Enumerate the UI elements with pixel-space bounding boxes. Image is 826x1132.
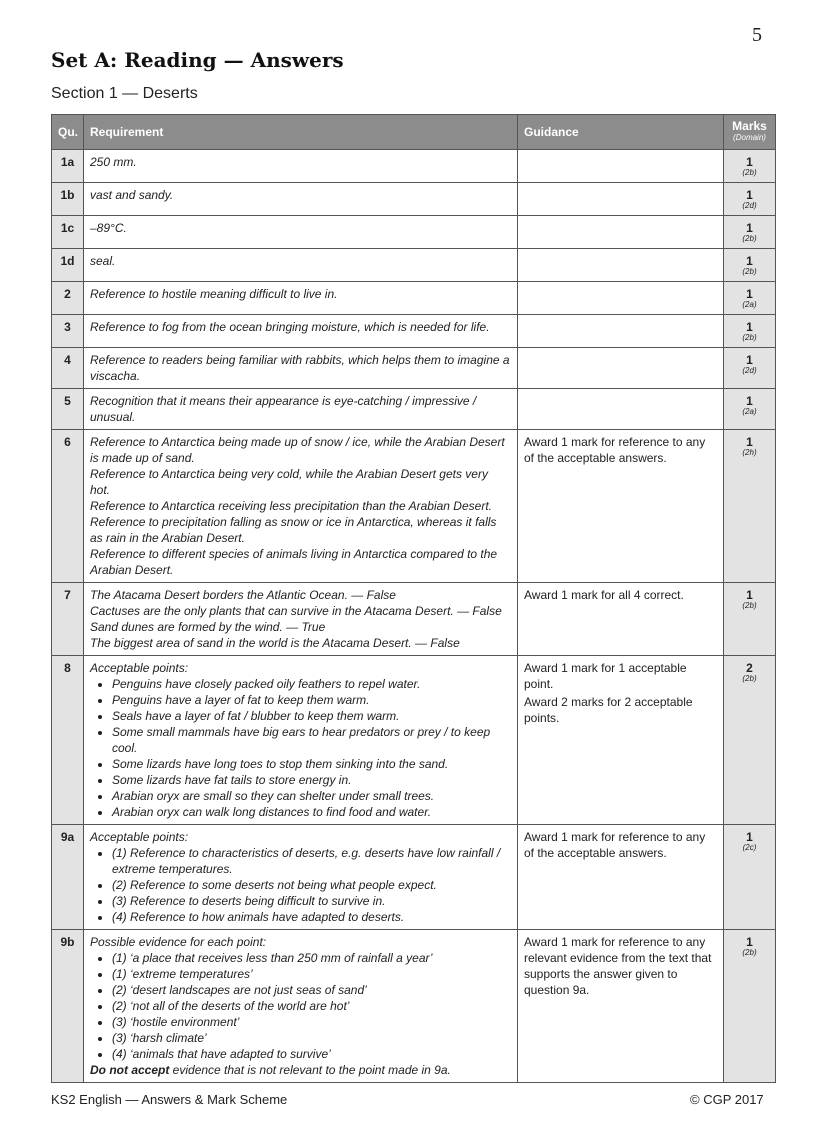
list-item: • (2) Reference to some deserts not being what people expect. [112, 877, 511, 893]
domain-code: (2b) [742, 267, 757, 276]
guidance-text: Award 1 mark for reference to any relevant evidence from the text that supports the answer given to question 9a. [524, 935, 712, 997]
marks-value: 1 [746, 935, 753, 949]
guidance-cell [518, 348, 724, 389]
page-title: Set A: Reading — Answers [51, 48, 344, 72]
marks-value: 2 [746, 661, 753, 675]
table-row [52, 183, 776, 216]
header-domain-label: (Domain) [733, 133, 766, 142]
domain-code: (2d) [742, 201, 757, 210]
marks-cell [724, 150, 776, 183]
marks-value: 1 [746, 287, 753, 301]
table-row [52, 249, 776, 282]
requirement-cell [84, 216, 518, 249]
marks-value: 1 [746, 320, 753, 334]
requirement-cell [84, 389, 518, 430]
guidance-cell [518, 656, 724, 825]
guidance-cell [518, 183, 724, 216]
question-number: 5 [52, 389, 84, 430]
list-item: • (1) Reference to characteristics of deserts, e.g. deserts have low rainfall / extreme temperatures. [112, 845, 511, 877]
header-guidance: Guidance [518, 115, 724, 150]
guidance-cell [518, 282, 724, 315]
acceptable-points-list [90, 950, 511, 1062]
question-number: 9b [52, 930, 84, 1083]
requirement-line: Reference to readers being familiar with rabbits, which helps them to imagine a viscacha. [90, 353, 510, 383]
exclusion-note-bold: Do not accept [90, 1063, 170, 1077]
requirement-line: Reference to Antarctica being very cold, while the Arabian Desert gets very hot. [90, 467, 488, 497]
question-number: 7 [52, 583, 84, 656]
guidance-text: Award 1 mark for 1 acceptable point. [524, 661, 687, 691]
list-item: • (3) Reference to deserts being difficult to survive in. [112, 893, 511, 909]
requirement-cell [84, 315, 518, 348]
guidance-cell [518, 389, 724, 430]
list-item: • (1) ‘extreme temperatures’ [112, 966, 511, 982]
footer-title: KS2 English — Answers & Mark Scheme [51, 1092, 288, 1107]
marks-cell [724, 656, 776, 825]
header-marks-label: Marks [732, 119, 767, 133]
list-item: • Arabian oryx are small so they can shelter under small trees. [112, 788, 511, 804]
marks-cell [724, 583, 776, 656]
requirement-line: Reference to hostile meaning difficult to live in. [90, 287, 338, 301]
header-qu: Qu. [52, 115, 84, 150]
list-item: • (2) ‘not all of the deserts of the world are hot’ [112, 998, 511, 1014]
list-item: • Some lizards have long toes to stop them sinking into the sand. [112, 756, 511, 772]
question-number: 1b [52, 183, 84, 216]
requirement-line: Recognition that it means their appearance is eye-catching / impressive / unusual. [90, 394, 477, 424]
list-item: • Some small mammals have big ears to hear predators or prey / to keep cool. [112, 724, 511, 756]
requirement-cell [84, 656, 518, 825]
domain-code: (2c) [742, 843, 757, 852]
requirement-line: Sand dunes are formed by the wind. — True [90, 620, 326, 634]
requirement-line: seal. [90, 254, 116, 268]
requirement-cell [84, 583, 518, 656]
list-item: • (3) ‘hostile environment’ [112, 1014, 511, 1030]
guidance-cell [518, 150, 724, 183]
list-item: • Seals have a layer of fat / blubber to keep them warm. [112, 708, 511, 724]
question-number: 8 [52, 656, 84, 825]
guidance-cell [518, 315, 724, 348]
list-item: • Penguins have a layer of fat to keep them warm. [112, 692, 511, 708]
requirement-cell [84, 348, 518, 389]
requirement-cell [84, 825, 518, 930]
question-number: 1a [52, 150, 84, 183]
table-row [52, 282, 776, 315]
requirement-cell [84, 150, 518, 183]
marks-cell [724, 183, 776, 216]
domain-code: (2a) [742, 407, 757, 416]
requirement-line: The Atacama Desert borders the Atlantic Ocean. — False [90, 588, 396, 602]
requirement-cell [84, 930, 518, 1083]
guidance-text: Award 1 mark for reference to any of the acceptable answers. [524, 830, 706, 860]
domain-code: (2a) [742, 300, 757, 309]
marks-cell [724, 930, 776, 1083]
guidance-cell [518, 430, 724, 583]
guidance-text: Award 2 marks for 2 acceptable points. [524, 695, 693, 725]
domain-code: (2b) [742, 168, 757, 177]
list-item: • (4) ‘animals that have adapted to survive’ [112, 1046, 511, 1062]
guidance-cell [518, 249, 724, 282]
question-number: 1d [52, 249, 84, 282]
marks-value: 1 [746, 588, 753, 602]
requirement-line: Reference to precipitation falling as snow or ice in Antarctica, whereas it falls as rain in the Arabian Desert. [90, 515, 497, 545]
question-number: 3 [52, 315, 84, 348]
marks-value: 1 [746, 830, 753, 844]
requirement-line: The biggest area of sand in the world is the Atacama Desert. — False [90, 636, 460, 650]
domain-code: (2b) [742, 601, 757, 610]
requirement-cell [84, 183, 518, 216]
list-item: • (3) ‘harsh climate’ [112, 1030, 511, 1046]
requirement-line: Reference to Antarctica being made up of snow / ice, while the Arabian Desert is made up of sand. [90, 435, 505, 465]
marks-value: 1 [746, 394, 753, 408]
page-number: 5 [752, 24, 762, 46]
table-body [52, 150, 776, 1083]
requirement-line: vast and sandy. [90, 188, 174, 202]
exclusion-note [90, 1062, 511, 1078]
mark-scheme-table [51, 114, 776, 1083]
requirement-cell [84, 430, 518, 583]
question-number: 4 [52, 348, 84, 389]
question-number: 9a [52, 825, 84, 930]
requirement-cell [84, 282, 518, 315]
list-item: • (1) ‘a place that receives less than 250 mm of rainfall a year’ [112, 950, 511, 966]
guidance-cell [518, 216, 724, 249]
table-row [52, 430, 776, 583]
acceptable-points-list [90, 845, 511, 925]
requirement-line: Acceptable points: [90, 830, 189, 844]
marks-cell [724, 825, 776, 930]
requirement-line: Reference to fog from the ocean bringing moisture, which is needed for life. [90, 320, 490, 334]
marks-value: 1 [746, 435, 753, 449]
marks-cell [724, 348, 776, 389]
guidance-cell [518, 930, 724, 1083]
table-row [52, 583, 776, 656]
requirement-line: Possible evidence for each point: [90, 935, 267, 949]
section-heading: Section 1 — Deserts [51, 85, 198, 102]
marks-value: 1 [746, 155, 753, 169]
acceptable-points-list [90, 676, 511, 820]
marks-value: 1 [746, 188, 753, 202]
guidance-text: Award 1 mark for reference to any of the acceptable answers. [524, 435, 706, 465]
requirement-line: –89°C. [90, 221, 127, 235]
domain-code: (2h) [742, 448, 757, 457]
exclusion-note-text: evidence that is not relevant to the point made in 9a. [169, 1063, 451, 1077]
requirement-line: Reference to different species of animals living in Antarctica compared to the Arabian Desert. [90, 547, 498, 577]
table-row [52, 656, 776, 825]
domain-code: (2b) [742, 234, 757, 243]
guidance-cell [518, 583, 724, 656]
list-item: • (4) Reference to how animals have adapted to deserts. [112, 909, 511, 925]
table-header-row [52, 115, 776, 150]
table-row [52, 150, 776, 183]
domain-code: (2b) [742, 674, 757, 683]
list-item: • (2) ‘desert landscapes are not just seas of sand’ [112, 982, 511, 998]
table-row [52, 315, 776, 348]
list-item: • Arabian oryx can walk long distances to find food and water. [112, 804, 511, 820]
footer-copyright: © CGP 2017 [690, 1092, 764, 1107]
list-item: • Some lizards have fat tails to store energy in. [112, 772, 511, 788]
table-row [52, 216, 776, 249]
table-row [52, 825, 776, 930]
table-row [52, 348, 776, 389]
domain-code: (2d) [742, 366, 757, 375]
requirement-line: Acceptable points: [90, 661, 189, 675]
marks-value: 1 [746, 254, 753, 268]
requirement-line: 250 mm. [90, 155, 137, 169]
table-row [52, 930, 776, 1083]
list-item: • Penguins have closely packed oily feathers to repel water. [112, 676, 511, 692]
domain-code: (2b) [742, 333, 757, 342]
header-requirement: Requirement [84, 115, 518, 150]
marks-cell [724, 430, 776, 583]
header-marks [724, 115, 776, 150]
marks-cell [724, 315, 776, 348]
table-row [52, 389, 776, 430]
question-number: 1c [52, 216, 84, 249]
marks-cell [724, 389, 776, 430]
domain-code: (2b) [742, 948, 757, 957]
requirement-line: Cactuses are the only plants that can survive in the Atacama Desert. — False [90, 604, 502, 618]
guidance-cell [518, 825, 724, 930]
marks-value: 1 [746, 353, 753, 367]
marks-cell [724, 282, 776, 315]
question-number: 2 [52, 282, 84, 315]
question-number: 6 [52, 430, 84, 583]
marks-cell [724, 249, 776, 282]
requirement-cell [84, 249, 518, 282]
guidance-text: Award 1 mark for all 4 correct. [524, 588, 684, 602]
marks-value: 1 [746, 221, 753, 235]
requirement-line: Reference to Antarctica receiving less precipitation than the Arabian Desert. [90, 499, 492, 513]
marks-cell [724, 216, 776, 249]
